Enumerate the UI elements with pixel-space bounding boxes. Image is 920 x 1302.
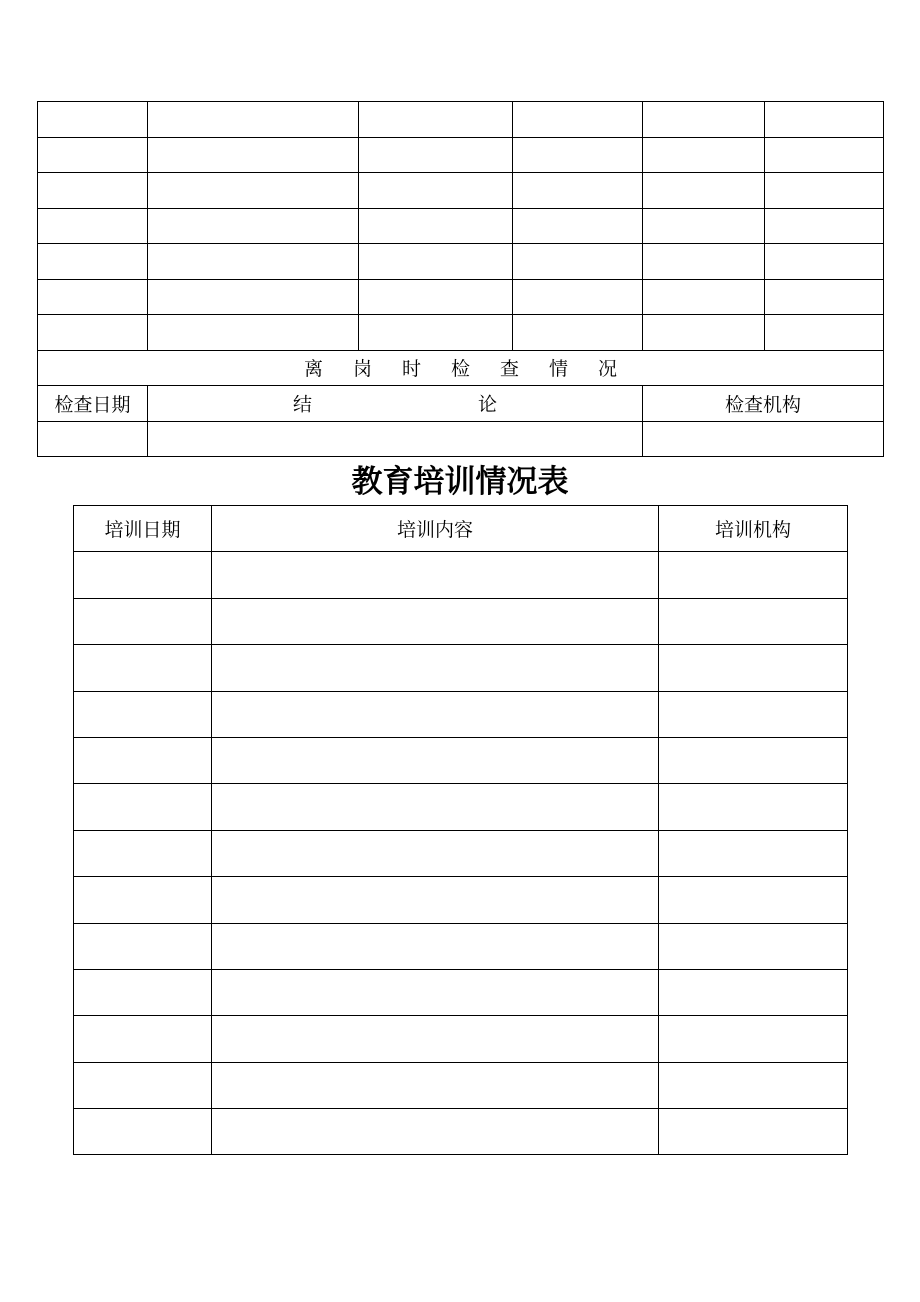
training-content-cell[interactable] [212,691,659,737]
training-content-cell[interactable] [212,1109,659,1155]
empty-cell[interactable] [359,137,513,173]
table-row [38,137,884,173]
training-date-cell[interactable] [74,598,212,644]
check-institution-header: 检查机构 [643,386,884,422]
empty-cell[interactable] [38,173,148,209]
training-institution-cell[interactable] [659,830,848,876]
table-row [38,102,884,138]
training-date-cell[interactable] [74,784,212,830]
training-date-cell[interactable] [74,877,212,923]
table-row [74,969,848,1015]
training-date-cell[interactable] [74,923,212,969]
training-date-cell[interactable] [74,830,212,876]
empty-cell[interactable] [765,244,884,280]
conclusion-header [148,386,643,422]
empty-cell[interactable] [765,315,884,351]
empty-cell[interactable] [148,137,359,173]
training-content-header: 培训内容 [212,506,659,552]
empty-cell[interactable] [765,137,884,173]
training-date-cell[interactable] [74,645,212,691]
table-row [74,645,848,691]
empty-cell[interactable] [513,315,643,351]
empty-cell[interactable] [513,279,643,315]
empty-cell[interactable] [38,208,148,244]
departure-check-title: 离岗时检查情况 [38,350,884,386]
empty-cell[interactable] [359,315,513,351]
table-row [74,830,848,876]
training-table [73,505,848,1155]
conclusion-header-part2: 论 [478,393,498,416]
training-content-cell[interactable] [212,923,659,969]
training-institution-cell[interactable] [659,1062,848,1108]
training-institution-cell[interactable] [659,1109,848,1155]
training-table-title: 教育培训情况表 [351,464,569,500]
empty-cell[interactable] [38,137,148,173]
check-institution-cell[interactable] [643,421,884,457]
empty-cell[interactable] [148,244,359,280]
empty-cell[interactable] [148,315,359,351]
departure-check-entry-row [38,421,884,457]
empty-cell[interactable] [643,244,765,280]
empty-cell[interactable] [765,208,884,244]
empty-cell[interactable] [359,208,513,244]
empty-cell[interactable] [359,102,513,138]
empty-cell[interactable] [38,102,148,138]
empty-cell[interactable] [359,279,513,315]
training-date-cell[interactable] [74,737,212,783]
training-institution-cell[interactable] [659,969,848,1015]
table-row [38,279,884,315]
table-row [74,1062,848,1108]
departure-check-header-row [38,386,884,422]
training-content-cell[interactable] [212,830,659,876]
table-row [74,784,848,830]
table-row [74,1016,848,1062]
empty-cell[interactable] [359,244,513,280]
table-row [74,598,848,644]
empty-cell[interactable] [38,244,148,280]
empty-cell[interactable] [148,173,359,209]
empty-cell[interactable] [513,208,643,244]
table-row [74,923,848,969]
empty-cell[interactable] [765,279,884,315]
table-row [38,315,884,351]
training-date-cell[interactable] [74,1016,212,1062]
empty-cell[interactable] [38,279,148,315]
table-row [74,877,848,923]
table-row [74,1109,848,1155]
empty-cell[interactable] [643,102,765,138]
training-institution-cell[interactable] [659,1016,848,1062]
table-row [38,208,884,244]
empty-cell[interactable] [359,173,513,209]
blank-check-rows [38,102,884,457]
training-institution-cell[interactable] [659,737,848,783]
empty-cell[interactable] [765,173,884,209]
table-row [74,737,848,783]
conclusion-cell[interactable] [148,421,643,457]
training-content-cell[interactable] [212,969,659,1015]
training-content-cell[interactable] [212,1016,659,1062]
empty-cell[interactable] [148,208,359,244]
check-date-cell[interactable] [38,421,148,457]
training-institution-cell[interactable] [659,784,848,830]
table-row [38,173,884,209]
training-institution-cell[interactable] [659,552,848,598]
training-institution-header: 培训机构 [659,506,848,552]
conclusion-header-part1: 结 [293,393,313,416]
table-row [74,552,848,598]
table-row [38,244,884,280]
empty-cell[interactable] [643,137,765,173]
training-institution-cell[interactable] [659,691,848,737]
training-content-cell[interactable] [212,784,659,830]
training-date-cell[interactable] [74,691,212,737]
training-header-row [74,506,848,552]
training-content-cell[interactable] [212,645,659,691]
empty-cell[interactable] [643,208,765,244]
departure-check-title-row [38,350,884,386]
empty-cell[interactable] [765,102,884,138]
empty-cell[interactable] [148,279,359,315]
empty-cell[interactable] [643,279,765,315]
training-date-cell[interactable] [74,552,212,598]
training-content-cell[interactable] [212,552,659,598]
training-date-cell[interactable] [74,1109,212,1155]
empty-cell[interactable] [513,173,643,209]
training-institution-cell[interactable] [659,923,848,969]
empty-cell[interactable] [643,173,765,209]
training-institution-cell[interactable] [659,645,848,691]
training-content-cell[interactable] [212,877,659,923]
check-date-header: 检查日期 [38,386,148,422]
training-date-cell[interactable] [74,1062,212,1108]
training-institution-cell[interactable] [659,598,848,644]
training-content-cell[interactable] [212,598,659,644]
empty-cell[interactable] [513,102,643,138]
empty-cell[interactable] [643,315,765,351]
empty-cell[interactable] [513,244,643,280]
table-row [74,691,848,737]
empty-cell[interactable] [513,137,643,173]
training-content-cell[interactable] [212,1062,659,1108]
training-content-cell[interactable] [212,737,659,783]
empty-cell[interactable] [148,102,359,138]
empty-cell[interactable] [38,315,148,351]
training-date-cell[interactable] [74,969,212,1015]
health-check-table [37,101,884,457]
training-institution-cell[interactable] [659,877,848,923]
training-date-header: 培训日期 [74,506,212,552]
